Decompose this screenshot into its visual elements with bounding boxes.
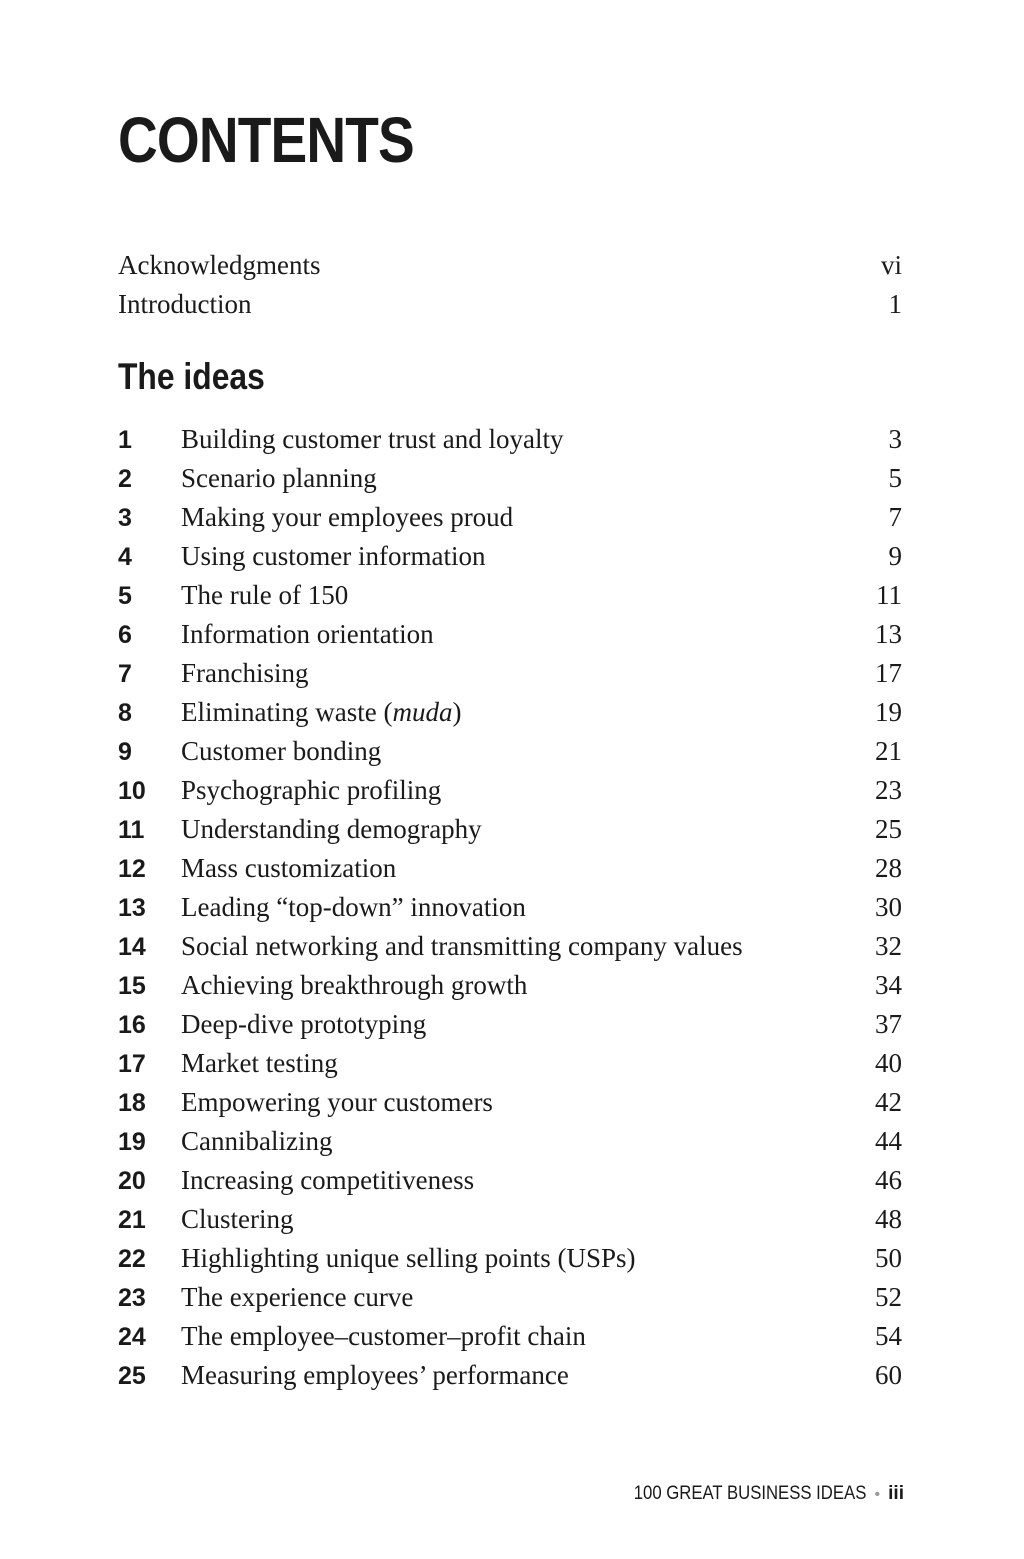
front-matter-label: Acknowledgments: [118, 250, 321, 280]
entry-title: [181, 502, 842, 533]
entry-title-suffix: ): [452, 697, 462, 727]
entry-page: 37: [875, 1009, 902, 1039]
entry-title-text: Achieving breakthrough growth: [181, 970, 528, 1000]
entry-page: 19: [875, 697, 902, 727]
entry-title: [181, 1165, 842, 1196]
toc-entry[interactable]: [118, 814, 902, 853]
entry-page: 32: [875, 931, 902, 961]
footer-book-title: 100 GREAT BUSINESS IDEAS: [633, 1483, 867, 1504]
front-matter-item[interactable]: [118, 289, 902, 328]
page-footer: [602, 1483, 904, 1505]
toc-entry[interactable]: [118, 658, 902, 697]
entry-title-italic: muda: [392, 697, 453, 727]
toc-entry[interactable]: [118, 424, 902, 463]
entry-number: 10: [118, 777, 146, 805]
entry-title: [181, 814, 842, 845]
toc-entry[interactable]: [118, 580, 902, 619]
entry-page: 3: [888, 424, 902, 454]
entry-page: 13: [875, 619, 902, 649]
entry-number: 5: [118, 582, 132, 610]
entry-title-text: Understanding demography: [181, 814, 482, 844]
entry-title: [181, 931, 842, 962]
entry-title-text: Leading “top-down” innovation: [181, 892, 526, 922]
entry-page: 48: [875, 1204, 902, 1234]
toc-entry[interactable]: [118, 541, 902, 580]
entry-title-text: Building customer trust and loyalty: [181, 424, 564, 454]
entry-title-text: Empowering your customers: [181, 1087, 493, 1117]
entry-title-text: The experience curve: [181, 1282, 414, 1312]
toc-entry[interactable]: [118, 1204, 902, 1243]
entry-number: 18: [118, 1089, 146, 1117]
entry-page: 17: [875, 658, 902, 688]
front-matter-page: vi: [880, 250, 902, 280]
entry-title-text: The employee–customer–profit chain: [181, 1321, 586, 1351]
toc-entry[interactable]: [118, 892, 902, 931]
section-heading: The ideas: [118, 356, 265, 397]
footer-page-number: iii: [888, 1483, 904, 1504]
entry-title-text: Scenario planning: [181, 463, 377, 493]
toc-entry[interactable]: [118, 736, 902, 775]
entry-page: 44: [875, 1126, 902, 1156]
footer-separator: •: [874, 1486, 881, 1503]
front-matter-page: 1: [888, 289, 902, 319]
entry-title: [181, 619, 842, 650]
entry-title: [181, 892, 842, 923]
toc-entry[interactable]: [118, 853, 902, 892]
entry-number: 8: [118, 699, 132, 727]
entry-page: 25: [875, 814, 902, 844]
entry-title-text: Social networking and transmitting company values: [181, 931, 743, 961]
entry-title-text: Eliminating waste (: [181, 697, 393, 727]
entry-number: 12: [118, 855, 146, 883]
entry-title-text: Highlighting unique selling points (USPs): [181, 1243, 636, 1273]
entry-number: 23: [118, 1284, 146, 1312]
toc-entry[interactable]: [118, 502, 902, 541]
entry-title: [181, 1126, 842, 1157]
entry-title: [181, 1321, 842, 1352]
entry-page: 54: [875, 1321, 902, 1351]
entry-title: [181, 736, 842, 767]
entry-title-text: Cannibalizing: [181, 1126, 333, 1156]
entry-title: [181, 1282, 842, 1313]
entry-title: [181, 1009, 842, 1040]
entry-number: 3: [118, 504, 132, 532]
entry-number: 15: [118, 972, 146, 1000]
entry-number: 9: [118, 738, 132, 766]
entry-number: 14: [118, 933, 146, 961]
entry-title: [181, 541, 842, 572]
toc-entry[interactable]: [118, 1009, 902, 1048]
entry-number: 16: [118, 1011, 146, 1039]
entry-number: 21: [118, 1206, 146, 1234]
entry-title: [181, 424, 842, 455]
front-matter-label: Introduction: [118, 289, 252, 319]
entry-title: [181, 1360, 842, 1391]
toc-entry[interactable]: [118, 1282, 902, 1321]
entry-title: [181, 1243, 842, 1274]
entry-title-text: Market testing: [181, 1048, 338, 1078]
entry-number: 17: [118, 1050, 146, 1078]
entry-title-text: Increasing competitiveness: [181, 1165, 475, 1195]
entry-title-text: Using customer information: [181, 541, 486, 571]
toc-entry[interactable]: [118, 697, 902, 736]
entry-title-text: Clustering: [181, 1204, 294, 1234]
entry-number: 13: [118, 894, 146, 922]
entry-page: 21: [875, 736, 902, 766]
entry-page: 30: [875, 892, 902, 922]
entry-number: 4: [118, 543, 132, 571]
entry-page: 28: [875, 853, 902, 883]
entry-page: 23: [875, 775, 902, 805]
entry-number: 2: [118, 465, 132, 493]
entry-page: 42: [875, 1087, 902, 1117]
toc-entry[interactable]: [118, 1243, 902, 1282]
entry-title: [181, 1048, 842, 1079]
entry-number: 19: [118, 1128, 146, 1156]
toc-entry[interactable]: [118, 931, 902, 970]
entry-number: 1: [118, 426, 132, 454]
entry-page: 34: [875, 970, 902, 1000]
entry-title: [181, 580, 842, 611]
entry-number: 20: [118, 1167, 146, 1195]
entry-number: 6: [118, 621, 132, 649]
toc-entry[interactable]: [118, 1165, 902, 1204]
entry-number: 22: [118, 1245, 146, 1273]
entry-page: 5: [888, 463, 902, 493]
entry-title: [181, 697, 842, 728]
entry-page: 9: [888, 541, 902, 571]
toc-entry[interactable]: [118, 1321, 902, 1360]
entry-title: [181, 1087, 842, 1118]
toc-entry[interactable]: [118, 1360, 902, 1399]
entry-title: [181, 775, 842, 806]
page-title: CONTENTS: [118, 104, 414, 176]
entry-page: 50: [875, 1243, 902, 1273]
front-matter-list: [118, 250, 902, 328]
entry-title-text: Information orientation: [181, 619, 434, 649]
entry-page: 40: [875, 1048, 902, 1078]
entry-page: 7: [888, 502, 902, 532]
entry-page: 11: [876, 580, 902, 610]
entry-title-text: Measuring employees’ performance: [181, 1360, 569, 1390]
toc-entry[interactable]: [118, 775, 902, 814]
entry-title-text: Customer bonding: [181, 736, 382, 766]
toc-entry[interactable]: [118, 1048, 902, 1087]
entry-title: [181, 853, 842, 884]
toc-entry[interactable]: [118, 970, 902, 1009]
toc-entry[interactable]: [118, 1087, 902, 1126]
entry-page: 46: [875, 1165, 902, 1195]
ideas-list: [118, 424, 902, 1399]
entry-title-text: Making your employees proud: [181, 502, 514, 532]
entry-title: [181, 658, 842, 689]
toc-entry[interactable]: [118, 463, 902, 502]
entry-number: 7: [118, 660, 132, 688]
toc-entry[interactable]: [118, 619, 902, 658]
entry-page: 60: [875, 1360, 902, 1390]
entry-number: 25: [118, 1362, 146, 1390]
entry-page: 52: [875, 1282, 902, 1312]
entry-title: [181, 970, 842, 1001]
entry-title-text: Mass customization: [181, 853, 397, 883]
entry-title-text: Psychographic profiling: [181, 775, 442, 805]
entry-title-text: Franchising: [181, 658, 309, 688]
front-matter-item[interactable]: [118, 250, 902, 289]
entry-title: [181, 1204, 842, 1235]
entry-title-text: Deep-dive prototyping: [181, 1009, 427, 1039]
entry-title-text: The rule of 150: [181, 580, 349, 610]
entry-title: [181, 463, 842, 494]
entry-number: 11: [118, 816, 145, 844]
entry-number: 24: [118, 1323, 146, 1351]
toc-entry[interactable]: [118, 1126, 902, 1165]
